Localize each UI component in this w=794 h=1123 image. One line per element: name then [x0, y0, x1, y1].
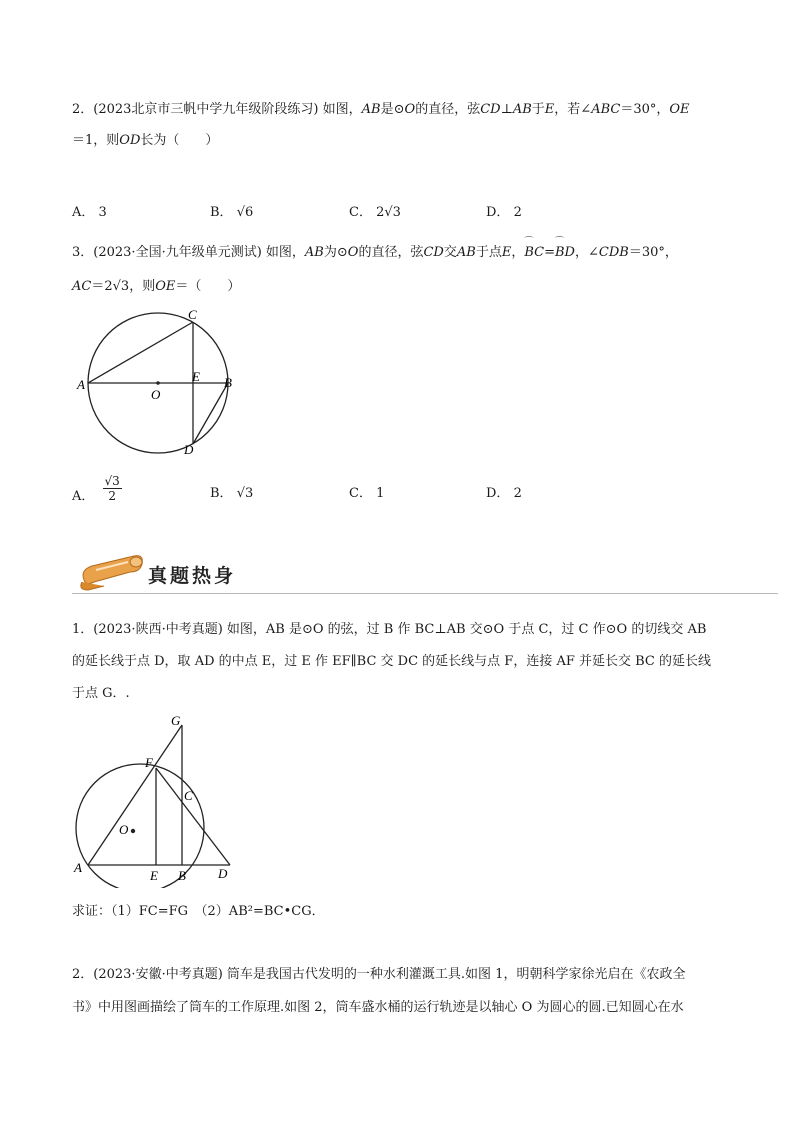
q3-label-c: C [188, 307, 197, 322]
option-label: B． [210, 205, 233, 220]
r1-figure [70, 710, 240, 888]
q3-var-cd: CD [423, 245, 444, 260]
q3-var-ab: AB [304, 245, 324, 260]
q2-var-ab: AB [512, 102, 532, 117]
option-label: B． [210, 486, 233, 501]
option-label: A． [72, 205, 95, 220]
r1-line1 [72, 620, 706, 640]
q2-text: ＝30°， [620, 102, 670, 117]
q2-text: 的直径，弦 [415, 102, 481, 117]
q3-var-cdb: CDB [598, 245, 629, 260]
option-label: A． [72, 489, 95, 504]
q3-label-a: A [77, 377, 85, 392]
r2-source: (2023·安徽·中考真题) [93, 967, 223, 982]
r1-label-e: E [150, 868, 158, 883]
q3-figure [72, 305, 242, 465]
r1-line2 [72, 652, 711, 672]
q3-text: 交 [443, 245, 457, 260]
option-label: D． [486, 486, 510, 501]
q2-option-d[interactable] [486, 201, 522, 220]
q3-text: 于点 [475, 245, 502, 260]
q2-line1 [72, 100, 690, 120]
option-value: 1 [376, 486, 385, 501]
q3-var-o: O [347, 245, 359, 260]
q2-number: 2． [72, 102, 94, 117]
q3-text: 的直径，弦 [358, 245, 424, 260]
fraction [103, 474, 122, 503]
q2-source: (2023北京市三帆中学九年级阶段练习) [93, 102, 319, 117]
q3-text: ＝2 [91, 279, 113, 294]
r1-label-c: C [184, 788, 193, 803]
q2-text: ，若∠ [554, 102, 592, 117]
r1-text: 于点 G．. [72, 686, 130, 701]
r2-number: 2． [72, 967, 94, 982]
q3-option-a[interactable] [72, 474, 122, 503]
q3-line1 [72, 243, 678, 263]
r1-label-g: G [171, 713, 181, 728]
q2-perp: ⊥ [500, 102, 513, 117]
q3-arc-bd: ⌒ BD [555, 243, 575, 263]
q3-eq: = [544, 245, 555, 260]
r1-line-ag [88, 725, 182, 865]
option-value: 2√3 [376, 205, 401, 220]
q2-var-o: O [404, 102, 416, 117]
q3-text: 如图， [261, 245, 305, 260]
q2-option-c[interactable] [349, 201, 401, 220]
r2-text: 筒车是我国古代发明的一种水利灌溉工具.如图 1，明朝科学家徐光启在《农政全 [222, 967, 686, 982]
q3-center-dot [156, 381, 160, 385]
r1-source: (2023·陕西·中考真题) [93, 622, 223, 637]
q3-label-e: E [192, 369, 200, 384]
option-label: C． [349, 486, 372, 501]
q3-text: 为⊙ [323, 245, 348, 260]
q3-option-d[interactable] [486, 482, 522, 501]
option-value: √3 [236, 486, 254, 501]
r1-line-fd [156, 768, 230, 865]
fraction-denominator: 2 [108, 489, 116, 503]
r1-label-b: B [178, 868, 186, 883]
r1-text: 的延长线于点 D，取 AD 的中点 E，过 E 作 EF∥BC 交 DC 的延长线与点 F，连接 AF 并延长交 BC 的延长线 [72, 654, 711, 669]
r2-text: 书》中用图画描绘了筒车的工作原理.如图 2，筒车盛水桶的运行轨迹是以轴心 O 为圆心的圆.已知圆心在水 [72, 1000, 684, 1015]
q3-line2 [72, 277, 240, 297]
section-divider [72, 593, 778, 594]
q3-option-c[interactable] [349, 482, 384, 501]
r2-line2 [72, 998, 684, 1018]
q3-arc-bc: ⌒ BC [524, 243, 544, 263]
r1-line3 [72, 684, 130, 704]
q2-var-oe: OE [669, 102, 690, 117]
q2-text: 于 [531, 102, 545, 117]
q2-var-e: E [544, 102, 555, 117]
r1-number: 1． [72, 622, 94, 637]
q3-text: ＝（ ） [175, 279, 241, 294]
q2-var-abc: ABC [591, 102, 621, 117]
q2-option-b[interactable] [210, 201, 253, 220]
r1-label-o: O [119, 822, 129, 837]
q3-var-ac: AC [72, 279, 92, 294]
r1-proof: 求证：（1）FC=FG （2）AB²=BC•CG． [72, 904, 325, 919]
q2-line2 [72, 131, 218, 151]
option-value: √6 [236, 205, 254, 220]
q2-text: 如图， [318, 102, 362, 117]
q2-text: 是⊙ [380, 102, 405, 117]
q3-text: ＝30°， [628, 245, 678, 260]
q3-option-b[interactable] [210, 482, 253, 501]
q2-var-od: OD [119, 133, 141, 148]
q2-var-cd: CD [480, 102, 501, 117]
option-label: C． [349, 205, 372, 220]
r1-text: 如图，AB 是⊙O 的弦，过 B 作 BC⊥AB 交⊙O 于点 C，过 C 作⊙O 的切线交 AB [222, 622, 707, 637]
q2-option-a[interactable] [72, 201, 107, 220]
r2-line1 [72, 965, 685, 985]
section-title: 真题热身 [148, 565, 237, 587]
q3-text: ，则 [129, 279, 156, 294]
q3-var-oe: OE [155, 279, 176, 294]
option-value: 2 [513, 205, 522, 220]
q3-sqrt: √3 [112, 279, 130, 294]
scroll-icon [74, 550, 148, 594]
q3-var-e: E [501, 245, 512, 260]
q2-var-ab: AB [361, 102, 381, 117]
r1-center-dot [131, 829, 135, 833]
q3-text: ， [511, 245, 525, 260]
q3-source: (2023·全国·九年级单元测试) [93, 245, 262, 260]
q3-segment-bd [193, 383, 228, 444]
fraction-numerator: √3 [104, 474, 120, 488]
option-value: 3 [98, 205, 107, 220]
r1-label-f: F [145, 755, 153, 770]
q3-text: ，∠ [574, 245, 599, 260]
q2-text: ＝1，则 [72, 133, 120, 148]
q3-label-d: D [184, 442, 194, 457]
r1-label-d: D [218, 866, 228, 881]
q3-label-o: O [151, 387, 161, 402]
q2-text: 长为（ ） [140, 133, 219, 148]
option-value: 2 [513, 486, 522, 501]
q3-var-ab: AB [456, 245, 476, 260]
q3-label-b: B [224, 375, 232, 390]
q3-number: 3． [72, 245, 94, 260]
r1-label-a: A [74, 860, 82, 875]
q3-segment-ac [88, 322, 193, 383]
option-label: D． [486, 205, 510, 220]
